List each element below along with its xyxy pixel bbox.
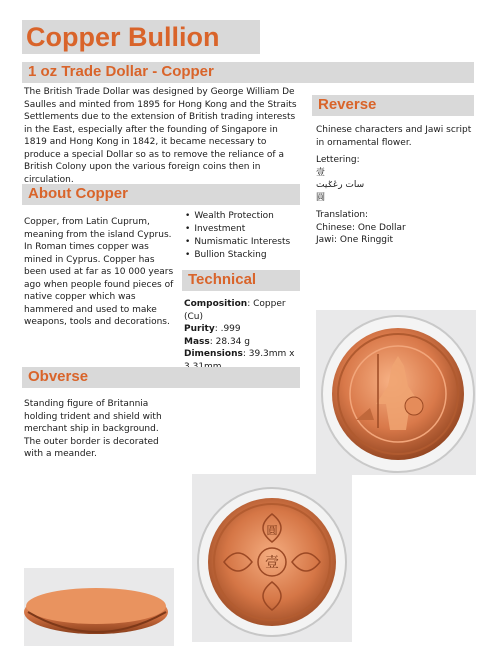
list-item: • Numismatic Interests xyxy=(185,236,305,249)
obverse-coin-photo xyxy=(316,310,476,475)
intro-paragraph xyxy=(24,86,302,186)
list-item: • Bullion Stacking xyxy=(185,249,305,262)
technical-specs xyxy=(184,298,304,373)
coin-character-mark: 壹 xyxy=(265,555,279,571)
coin-character-mark: 圓 xyxy=(266,524,278,537)
page-title: Copper Bullion xyxy=(22,20,260,54)
obverse-text: Standing figure of Britannia holding trident and shield with merchant ship in background. The outer border is decorated with a meander. xyxy=(24,399,162,459)
reverse-coin-photo xyxy=(192,474,352,642)
spec-purity: Purity: .999 xyxy=(184,324,241,334)
lettering-jawi: سات رڠݢيت xyxy=(316,180,365,190)
list-item: • Investment xyxy=(185,223,305,236)
coin-edge-image xyxy=(24,568,174,646)
spec-dimensions: Dimensions: 39.3mm x xyxy=(184,349,295,359)
reverse-header: Reverse xyxy=(312,95,474,116)
reverse-text-block xyxy=(316,124,474,247)
coin-edge-photo xyxy=(24,568,174,646)
translation-chinese: Chinese: One Dollar xyxy=(316,222,406,233)
translation-jawi: Jawi: One Ringgit xyxy=(316,235,394,245)
obverse-coin-image xyxy=(316,310,476,475)
obverse-text-block xyxy=(24,398,174,461)
spec-composition: Composition: Copper (Cu) xyxy=(184,299,286,322)
reverse-description: Chinese characters and Jawi script in ornamental flower. xyxy=(316,125,472,148)
uses-list xyxy=(185,210,305,262)
lettering-label: Lettering: xyxy=(316,155,360,165)
spec-mass: Mass: 28.34 g xyxy=(184,336,250,347)
technical-header: Technical xyxy=(182,270,300,291)
reverse-coin-image xyxy=(192,474,352,642)
intro-text: The British Trade Dollar was designed by George William De Saulles and minted from 1895 for Hong Kong and the Straits Settlements due to the extension of British trading interests in the East, especially after the founding of Singapore in 1819 and Hong Kong in 1842, it became necessary to produce a special Dollar so as to remove the reliance of a British Colony upon the various foreign coins then in circulation. xyxy=(24,87,297,185)
lettering-chinese-dollar: 圓 xyxy=(316,192,326,203)
about-copper-text: Copper, from Latin Cuprum, meaning from the island Cyprus. In Roman times copper was mined in Cyprus. Copper has been used at far as 10 000 years ago when people found pieces of native copper which was hammered and used to make weapons, tools and decorations. xyxy=(24,217,174,327)
about-copper-text-block xyxy=(24,216,174,329)
subtitle-header: 1 oz Trade Dollar - Copper xyxy=(22,62,474,83)
lettering-chinese-one: 壹 xyxy=(316,167,326,178)
list-item: • Wealth Protection xyxy=(185,210,305,223)
about-copper-header: About Copper xyxy=(22,184,300,205)
translation-label: Translation: xyxy=(316,210,369,220)
obverse-header: Obverse xyxy=(22,367,300,388)
